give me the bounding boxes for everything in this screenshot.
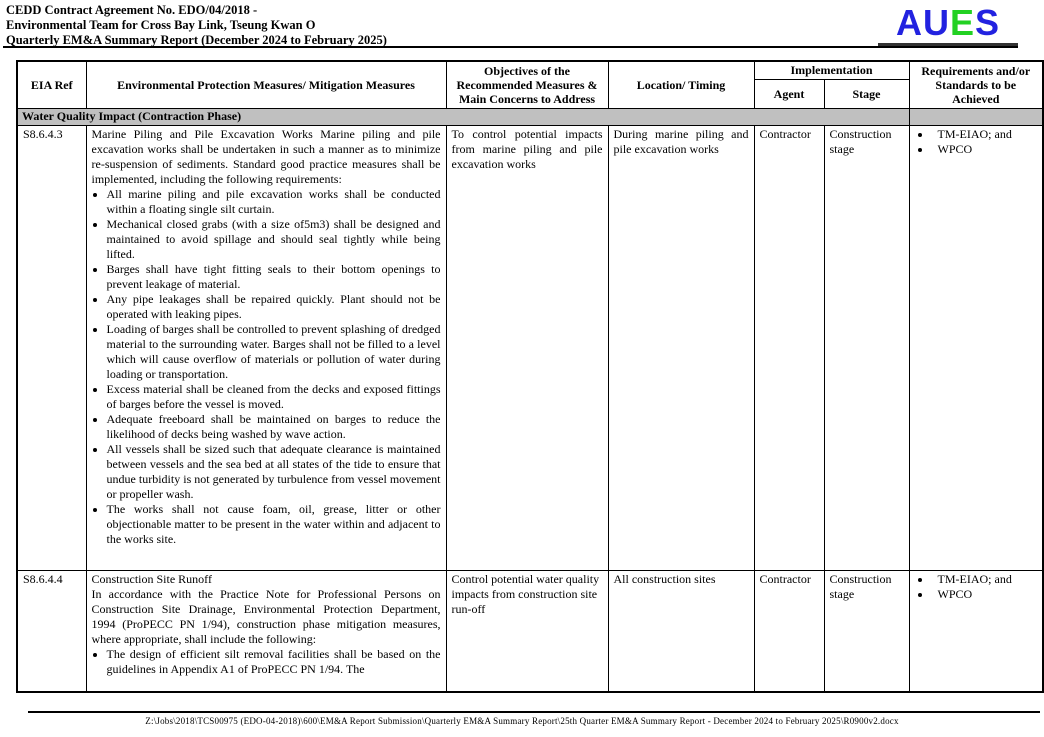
bullet-item: • Adequate freeboard shall be maintained on barges to reduce the likelihood of decks being washed by wave action. xyxy=(107,412,441,442)
col-header-eia-ref: EIA Ref xyxy=(17,61,86,108)
col-header-requirements: Requirements and/or Standards to be Achieved xyxy=(909,61,1043,108)
measures-cell xyxy=(86,125,446,570)
logo-text-au: AU xyxy=(895,2,950,43)
header-divider xyxy=(3,46,1018,48)
stage-cell: Construction stage xyxy=(824,125,909,570)
bullet-item: • The design of efficient silt removal facilities shall be based on the guidelines in Appendix A1 of ProPECC PN 1/94. The xyxy=(107,647,441,677)
document-header xyxy=(6,3,387,48)
col-header-location: Location/ Timing xyxy=(608,61,754,108)
bullet-item: • Barges shall have tight fitting seals to their bottom openings to prevent leakage of material. xyxy=(107,262,441,292)
location-cell: All construction sites xyxy=(608,570,754,692)
table-row xyxy=(17,570,1043,692)
section-title: Water Quality Impact (Contraction Phase) xyxy=(17,108,909,125)
requirements-cell xyxy=(909,570,1043,692)
logo-text-e: E xyxy=(949,2,975,43)
aues-logo xyxy=(878,4,1018,46)
objectives-cell: Control potential water quality impacts from construction site run-off xyxy=(446,570,608,692)
col-header-measures: Environmental Protection Measures/ Mitigation Measures xyxy=(86,61,446,108)
bullet-item: • Mechanical closed grabs (with a size of5m3) shall be designed and maintained to avoid spillage and should seal tightly while being lifted. xyxy=(107,217,441,262)
header-line-report: Quarterly EM&A Summary Report (December 2024 to February 2025) xyxy=(6,33,387,47)
section-row-water-quality xyxy=(17,108,1043,125)
requirements-bullet-list xyxy=(915,572,1038,602)
col-header-objectives: Objectives of the Recommended Measures & Main Concerns to Address xyxy=(446,61,608,108)
measures-bullet-list xyxy=(92,187,441,547)
section-row-empty-cell xyxy=(909,108,1043,125)
header-line-contract: CEDD Contract Agreement No. EDO/04/2018 - xyxy=(6,3,258,17)
measures-bullet-list xyxy=(92,647,441,677)
header-line-team: Environmental Team for Cross Bay Link, Tseung Kwan O xyxy=(6,18,316,32)
col-header-agent: Agent xyxy=(754,79,824,108)
requirements-cell xyxy=(909,125,1043,570)
footer-file-path: Z:\Jobs\2018\TCS00975 (EDO-04-2018)\600\EM&A Report Submission\Quarterly EM&A Summary Report\25th Quarter EM&A Summary Report - December 2024 to February 2025\R0900v2.docx xyxy=(145,716,899,726)
footer-divider xyxy=(28,711,1040,713)
bullet-item: • Loading of barges shall be controlled to prevent splashing of dredged material to the surrounding water. Barges shall not be filled to a level which will cause overflow of materials or pollution of water during loading or transportation. xyxy=(107,322,441,382)
agent-cell: Contractor xyxy=(754,570,824,692)
measures-intro: In accordance with the Practice Note for Professional Persons on Construction Site Drainage, Environmental Protection Department, 1994 (ProPECC PN 1/94), construction phase mitigation measures, where appropriate, shall include the following: xyxy=(91,586,441,646)
bullet-item: • TM-EIAO; and xyxy=(932,127,1038,142)
stage-cell: Construction stage xyxy=(824,570,909,692)
bullet-item: • All marine piling and pile excavation works shall be conducted within a floating single silt curtain. xyxy=(107,187,441,217)
objectives-cell: To control potential impacts from marine piling and pile excavation works xyxy=(446,125,608,570)
eia-ref-cell: S8.6.4.3 xyxy=(17,125,86,570)
mitigation-measures-table xyxy=(16,60,1044,693)
logo-text-s: S xyxy=(975,2,1001,43)
bullet-item: • Any pipe leakages shall be repaired quickly. Plant should not be operated with leaking pipes. xyxy=(107,292,441,322)
bullet-item: • WPCO xyxy=(932,142,1038,157)
bullet-item: • Excess material shall be cleaned from the decks and exposed fittings of barges before the vessel is moved. xyxy=(107,382,441,412)
measures-title: Construction Site Runoff xyxy=(91,571,212,586)
agent-cell: Contractor xyxy=(754,125,824,570)
table-row xyxy=(17,125,1043,570)
measures-intro: Marine Piling and Pile Excavation Works Marine piling and pile excavation works shall be undertaken in such a manner as to minimize re-suspension of sediments. Standard good practice measures shall be implemented, including the following requirements: xyxy=(91,126,441,186)
col-header-stage: Stage xyxy=(824,79,909,108)
requirements-bullet-list xyxy=(915,127,1038,157)
bullet-item: • The works shall not cause foam, oil, grease, litter or other objectionable matter to be present in the water within and adjacent to the works site. xyxy=(107,502,441,547)
bullet-item: • WPCO xyxy=(932,587,1038,602)
bullet-item: • All vessels shall be sized such that adequate clearance is maintained between vessels and the sea bed at all states of the tide to ensure that undue turbidity is not generated by turbulence from vessel movement or propeller wash. xyxy=(107,442,441,502)
measures-cell xyxy=(86,570,446,692)
eia-ref-cell: S8.6.4.4 xyxy=(17,570,86,692)
location-cell: During marine piling and pile excavation works xyxy=(608,125,754,570)
col-header-implementation: Implementation xyxy=(754,61,909,79)
bullet-item: • TM-EIAO; and xyxy=(932,572,1038,587)
